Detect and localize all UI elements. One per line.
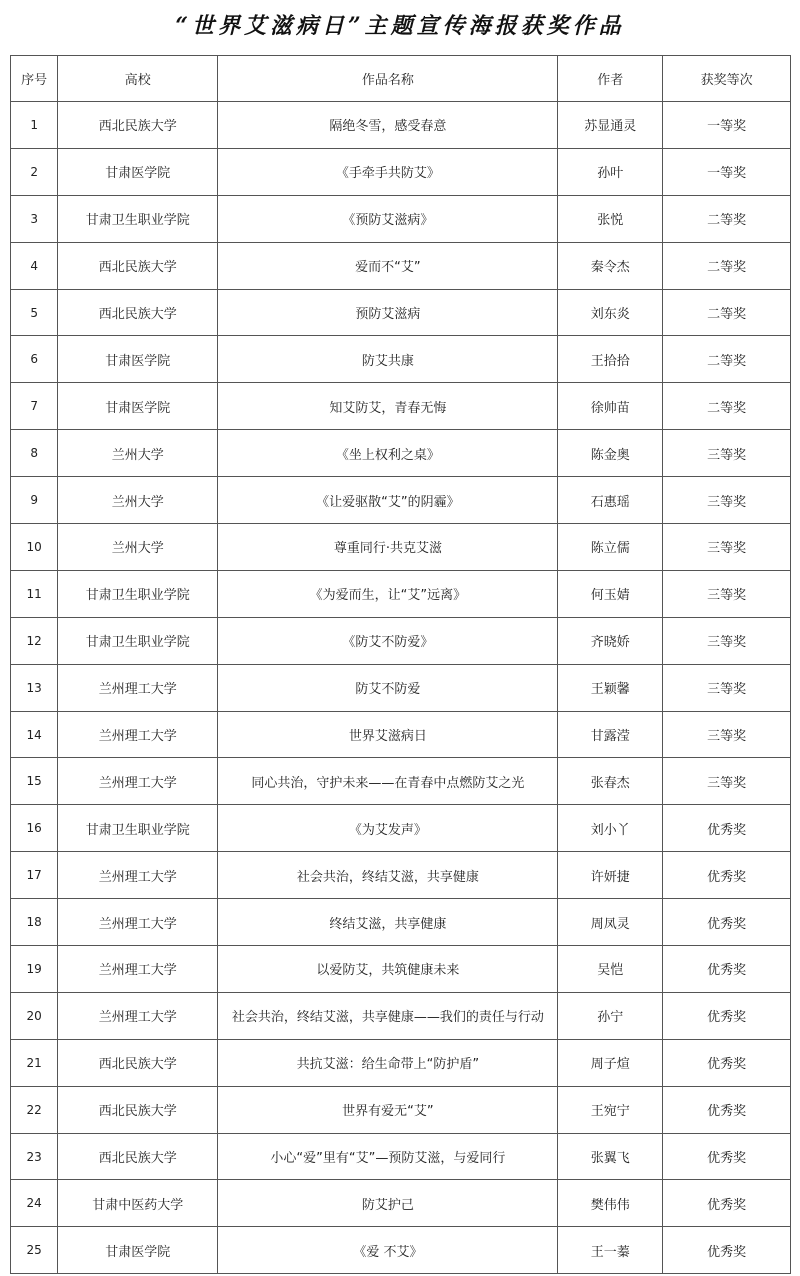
cell-index: 14 [11, 711, 58, 758]
cell-school: 兰州理工大学 [58, 711, 218, 758]
cell-work-title: 终结艾滋，共享健康 [218, 899, 558, 946]
cell-author: 秦令杰 [558, 242, 663, 289]
cell-author: 周子煊 [558, 1039, 663, 1086]
cell-award-level: 优秀奖 [663, 1180, 791, 1227]
cell-work-title: 共抗艾滋：给生命带上“防护盾” [218, 1039, 558, 1086]
cell-work-title: 同心共治，守护未来——在青春中点燃防艾之光 [218, 758, 558, 805]
cell-index: 12 [11, 617, 58, 664]
table-row [11, 617, 791, 664]
cell-award-level: 二等奖 [663, 195, 791, 242]
cell-work-title: 防艾共康 [218, 336, 558, 383]
cell-index: 6 [11, 336, 58, 383]
cell-school: 兰州理工大学 [58, 852, 218, 899]
header-school: 高校 [58, 56, 218, 102]
table-row [11, 383, 791, 430]
cell-author: 王颖馨 [558, 664, 663, 711]
cell-work-title: 《预防艾滋病》 [218, 195, 558, 242]
cell-award-level: 三等奖 [663, 711, 791, 758]
cell-author: 孙叶 [558, 148, 663, 195]
cell-index: 10 [11, 524, 58, 571]
cell-work-title: 小心“爱”里有“艾”—预防艾滋，与爱同行 [218, 1133, 558, 1180]
cell-author: 张悦 [558, 195, 663, 242]
cell-school: 兰州理工大学 [58, 664, 218, 711]
page-title: “世界艾滋病日”主题宣传海报获奖作品 [175, 13, 625, 39]
cell-school: 甘肃医学院 [58, 336, 218, 383]
table-row [11, 1086, 791, 1133]
cell-index: 11 [11, 570, 58, 617]
cell-school: 西北民族大学 [58, 1086, 218, 1133]
cell-index: 22 [11, 1086, 58, 1133]
table-row [11, 992, 791, 1039]
cell-award-level: 三等奖 [663, 758, 791, 805]
cell-award-level: 优秀奖 [663, 805, 791, 852]
table-row [11, 336, 791, 383]
cell-school: 西北民族大学 [58, 102, 218, 149]
cell-author: 樊伟伟 [558, 1180, 663, 1227]
table-body [11, 102, 791, 1274]
table-row [11, 805, 791, 852]
cell-author: 张翼飞 [558, 1133, 663, 1180]
table-row [11, 289, 791, 336]
cell-work-title: 尊重同行·共克艾滋 [218, 524, 558, 571]
cell-work-title: 隔绝冬雪，感受春意 [218, 102, 558, 149]
cell-award-level: 优秀奖 [663, 1039, 791, 1086]
table-row [11, 664, 791, 711]
header-index: 序号 [11, 56, 58, 102]
table-row [11, 524, 791, 571]
table-row [11, 946, 791, 993]
cell-work-title: 《手牵手共防艾》 [218, 148, 558, 195]
cell-award-level: 二等奖 [663, 242, 791, 289]
table-row [11, 852, 791, 899]
cell-award-level: 优秀奖 [663, 946, 791, 993]
cell-award-level: 三等奖 [663, 570, 791, 617]
cell-school: 甘肃医学院 [58, 383, 218, 430]
cell-author: 徐帅苗 [558, 383, 663, 430]
cell-index: 5 [11, 289, 58, 336]
cell-school: 兰州理工大学 [58, 946, 218, 993]
cell-index: 16 [11, 805, 58, 852]
cell-work-title: 社会共治，终结艾滋，共享健康——我们的责任与行动 [218, 992, 558, 1039]
cell-school: 甘肃卫生职业学院 [58, 570, 218, 617]
cell-school: 甘肃卫生职业学院 [58, 617, 218, 664]
cell-work-title: 世界艾滋病日 [218, 711, 558, 758]
cell-school: 西北民族大学 [58, 1039, 218, 1086]
cell-index: 9 [11, 477, 58, 524]
cell-school: 甘肃中医药大学 [58, 1180, 218, 1227]
cell-author: 许妍捷 [558, 852, 663, 899]
cell-award-level: 二等奖 [663, 289, 791, 336]
cell-author: 周凤灵 [558, 899, 663, 946]
cell-work-title: 防艾护己 [218, 1180, 558, 1227]
cell-award-level: 三等奖 [663, 664, 791, 711]
cell-author: 陈金奥 [558, 430, 663, 477]
cell-index: 25 [11, 1227, 58, 1274]
cell-index: 4 [11, 242, 58, 289]
header-row [11, 56, 791, 102]
cell-index: 23 [11, 1133, 58, 1180]
table-row [11, 570, 791, 617]
cell-work-title: 知艾防艾，青春无悔 [218, 383, 558, 430]
cell-author: 王拾拾 [558, 336, 663, 383]
table-row [11, 242, 791, 289]
table-row [11, 711, 791, 758]
cell-award-level: 优秀奖 [663, 899, 791, 946]
cell-work-title: 《爱 不艾》 [218, 1227, 558, 1274]
cell-award-level: 优秀奖 [663, 1227, 791, 1274]
header-award-level: 获奖等次 [663, 56, 791, 102]
cell-author: 孙宁 [558, 992, 663, 1039]
table-row [11, 430, 791, 477]
cell-school: 兰州大学 [58, 477, 218, 524]
table-header [11, 56, 791, 102]
cell-index: 17 [11, 852, 58, 899]
cell-author: 石惠瑶 [558, 477, 663, 524]
table-row [11, 758, 791, 805]
cell-school: 甘肃医学院 [58, 1227, 218, 1274]
cell-index: 7 [11, 383, 58, 430]
cell-author: 何玉婧 [558, 570, 663, 617]
cell-author: 张春杰 [558, 758, 663, 805]
cell-author: 甘露滢 [558, 711, 663, 758]
table-row [11, 1180, 791, 1227]
cell-school: 西北民族大学 [58, 1133, 218, 1180]
cell-award-level: 三等奖 [663, 524, 791, 571]
cell-index: 20 [11, 992, 58, 1039]
cell-school: 甘肃卫生职业学院 [58, 805, 218, 852]
cell-award-level: 优秀奖 [663, 852, 791, 899]
header-work-title: 作品名称 [218, 56, 558, 102]
table-row [11, 477, 791, 524]
cell-school: 甘肃医学院 [58, 148, 218, 195]
cell-index: 21 [11, 1039, 58, 1086]
cell-author: 刘东炎 [558, 289, 663, 336]
cell-index: 24 [11, 1180, 58, 1227]
cell-award-level: 三等奖 [663, 617, 791, 664]
cell-school: 西北民族大学 [58, 289, 218, 336]
cell-award-level: 优秀奖 [663, 1133, 791, 1180]
cell-index: 8 [11, 430, 58, 477]
cell-school: 西北民族大学 [58, 242, 218, 289]
cell-school: 兰州大学 [58, 430, 218, 477]
cell-work-title: 预防艾滋病 [218, 289, 558, 336]
cell-work-title: 以爱防艾，共筑健康未来 [218, 946, 558, 993]
cell-index: 19 [11, 946, 58, 993]
table-row [11, 1227, 791, 1274]
table-row [11, 899, 791, 946]
cell-author: 王一蓁 [558, 1227, 663, 1274]
cell-work-title: 世界有爱无“艾” [218, 1086, 558, 1133]
cell-author: 吴恺 [558, 946, 663, 993]
cell-index: 1 [11, 102, 58, 149]
cell-award-level: 优秀奖 [663, 1086, 791, 1133]
cell-author: 陈立儒 [558, 524, 663, 571]
cell-author: 王宛宁 [558, 1086, 663, 1133]
cell-award-level: 优秀奖 [663, 992, 791, 1039]
table-row [11, 102, 791, 149]
cell-work-title: 《坐上权利之桌》 [218, 430, 558, 477]
header-author: 作者 [558, 56, 663, 102]
cell-index: 18 [11, 899, 58, 946]
cell-author: 刘小丫 [558, 805, 663, 852]
cell-school: 兰州大学 [58, 524, 218, 571]
table-row [11, 195, 791, 242]
cell-school: 兰州理工大学 [58, 992, 218, 1039]
cell-award-level: 一等奖 [663, 148, 791, 195]
cell-work-title: 《防艾不防爱》 [218, 617, 558, 664]
cell-work-title: 爱而不“艾” [218, 242, 558, 289]
cell-work-title: 《让爱驱散“艾”的阴霾》 [218, 477, 558, 524]
cell-work-title: 《为艾发声》 [218, 805, 558, 852]
cell-award-level: 三等奖 [663, 477, 791, 524]
cell-index: 3 [11, 195, 58, 242]
cell-index: 15 [11, 758, 58, 805]
cell-author: 苏显通灵 [558, 102, 663, 149]
cell-award-level: 三等奖 [663, 430, 791, 477]
cell-school: 兰州理工大学 [58, 899, 218, 946]
table-row [11, 1133, 791, 1180]
table-row [11, 1039, 791, 1086]
cell-work-title: 防艾不防爱 [218, 664, 558, 711]
cell-school: 兰州理工大学 [58, 758, 218, 805]
cell-award-level: 一等奖 [663, 102, 791, 149]
cell-index: 13 [11, 664, 58, 711]
cell-author: 齐晓娇 [558, 617, 663, 664]
cell-school: 甘肃卫生职业学院 [58, 195, 218, 242]
cell-work-title: 社会共治，终结艾滋，共享健康 [218, 852, 558, 899]
award-table [10, 55, 791, 1274]
cell-index: 2 [11, 148, 58, 195]
table-row [11, 148, 791, 195]
cell-award-level: 二等奖 [663, 383, 791, 430]
cell-work-title: 《为爱而生，让“艾”远离》 [218, 570, 558, 617]
cell-award-level: 二等奖 [663, 336, 791, 383]
